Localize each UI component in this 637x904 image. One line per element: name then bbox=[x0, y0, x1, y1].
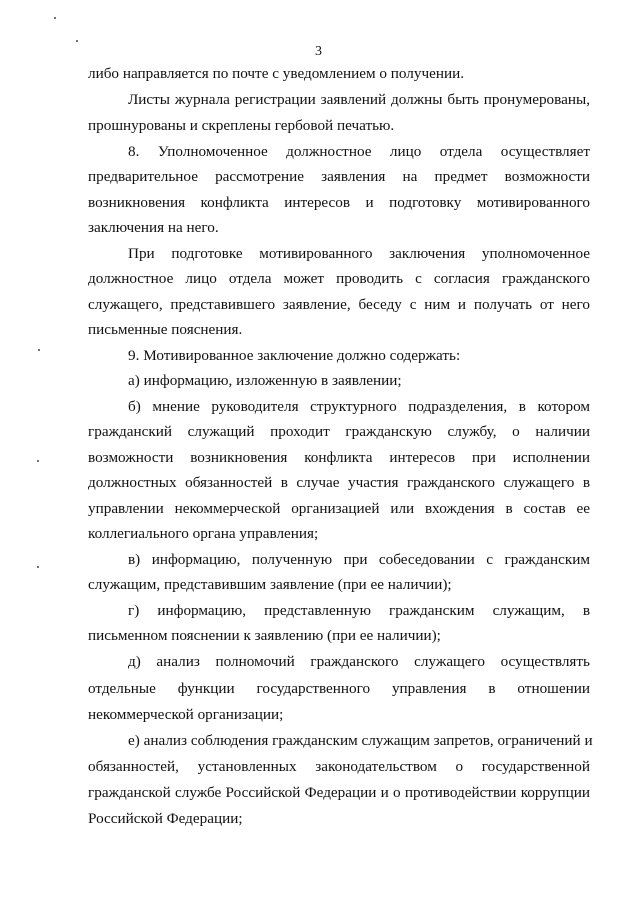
text-line: прошнурованы и скреплены гербовой печатью. bbox=[88, 117, 395, 134]
text-line: 9. Мотивированное заключение должно содержать: bbox=[128, 347, 461, 364]
scan-speck bbox=[76, 40, 78, 42]
text-line: б) мнение руководителя структурного подразделения, в котором bbox=[128, 398, 590, 415]
text-line: должностных обязанностей в случае участия гражданского служащего в bbox=[88, 474, 590, 491]
text-line: служащим, представившим заявление (при ее наличии); bbox=[88, 576, 452, 593]
text-line: возможности возникновения конфликта интересов при исполнении bbox=[88, 449, 590, 466]
text-line: Российской Федерации; bbox=[88, 810, 243, 827]
text-line: письменные пояснения. bbox=[88, 321, 243, 338]
text-line: управлении некоммерческой организацией или вхождения в состав ее bbox=[88, 500, 590, 517]
text-line: е) анализ соблюдения гражданским служащим запретов, ограничений и bbox=[128, 732, 593, 749]
text-line: гражданской службе Российской Федерации и о противодействии коррупции bbox=[88, 784, 590, 801]
text-line: письменном пояснении к заявлению (при ее наличии); bbox=[88, 627, 441, 644]
scan-speck bbox=[54, 17, 56, 19]
scan-speck bbox=[37, 566, 39, 568]
text-line: должностное лицо отдела может проводить с согласия гражданского bbox=[88, 270, 590, 287]
scan-speck bbox=[38, 349, 40, 351]
text-line: обязанностей, установленных законодательством о государственной bbox=[88, 758, 590, 775]
text-line: г) информацию, представленную гражданским служащим, в bbox=[128, 602, 590, 619]
page-number: 3 bbox=[315, 44, 322, 59]
text-line: а) информацию, изложенную в заявлении; bbox=[128, 372, 402, 389]
text-line: коллегиального органа управления; bbox=[88, 525, 319, 542]
text-line: либо направляется по почте с уведомлением о получении. bbox=[88, 65, 465, 82]
text-line: отдельные функции государственного управления в отношении bbox=[88, 680, 590, 697]
text-line: гражданский служащий проходит гражданскую службу, о наличии bbox=[88, 423, 590, 440]
text-line: служащего, представившего заявление, беседу с ним и получать от него bbox=[88, 296, 590, 313]
text-line: некоммерческой организации; bbox=[88, 706, 284, 723]
text-line: д) анализ полномочий гражданского служащего осуществлять bbox=[128, 653, 590, 670]
text-line: предварительное рассмотрение заявления на предмет возможности bbox=[88, 168, 590, 185]
text-line: заключения на него. bbox=[88, 219, 219, 236]
text-line: в) информацию, полученную при собеседовании с гражданским bbox=[128, 551, 590, 568]
text-line: 8. Уполномоченное должностное лицо отдела осуществляет bbox=[128, 143, 590, 160]
scan-speck bbox=[37, 460, 39, 462]
text-line: возникновения конфликта интересов и подготовку мотивированного bbox=[88, 194, 590, 211]
text-line: При подготовке мотивированного заключения уполномоченное bbox=[128, 245, 590, 262]
text-line: Листы журнала регистрации заявлений должны быть пронумерованы, bbox=[128, 91, 590, 108]
